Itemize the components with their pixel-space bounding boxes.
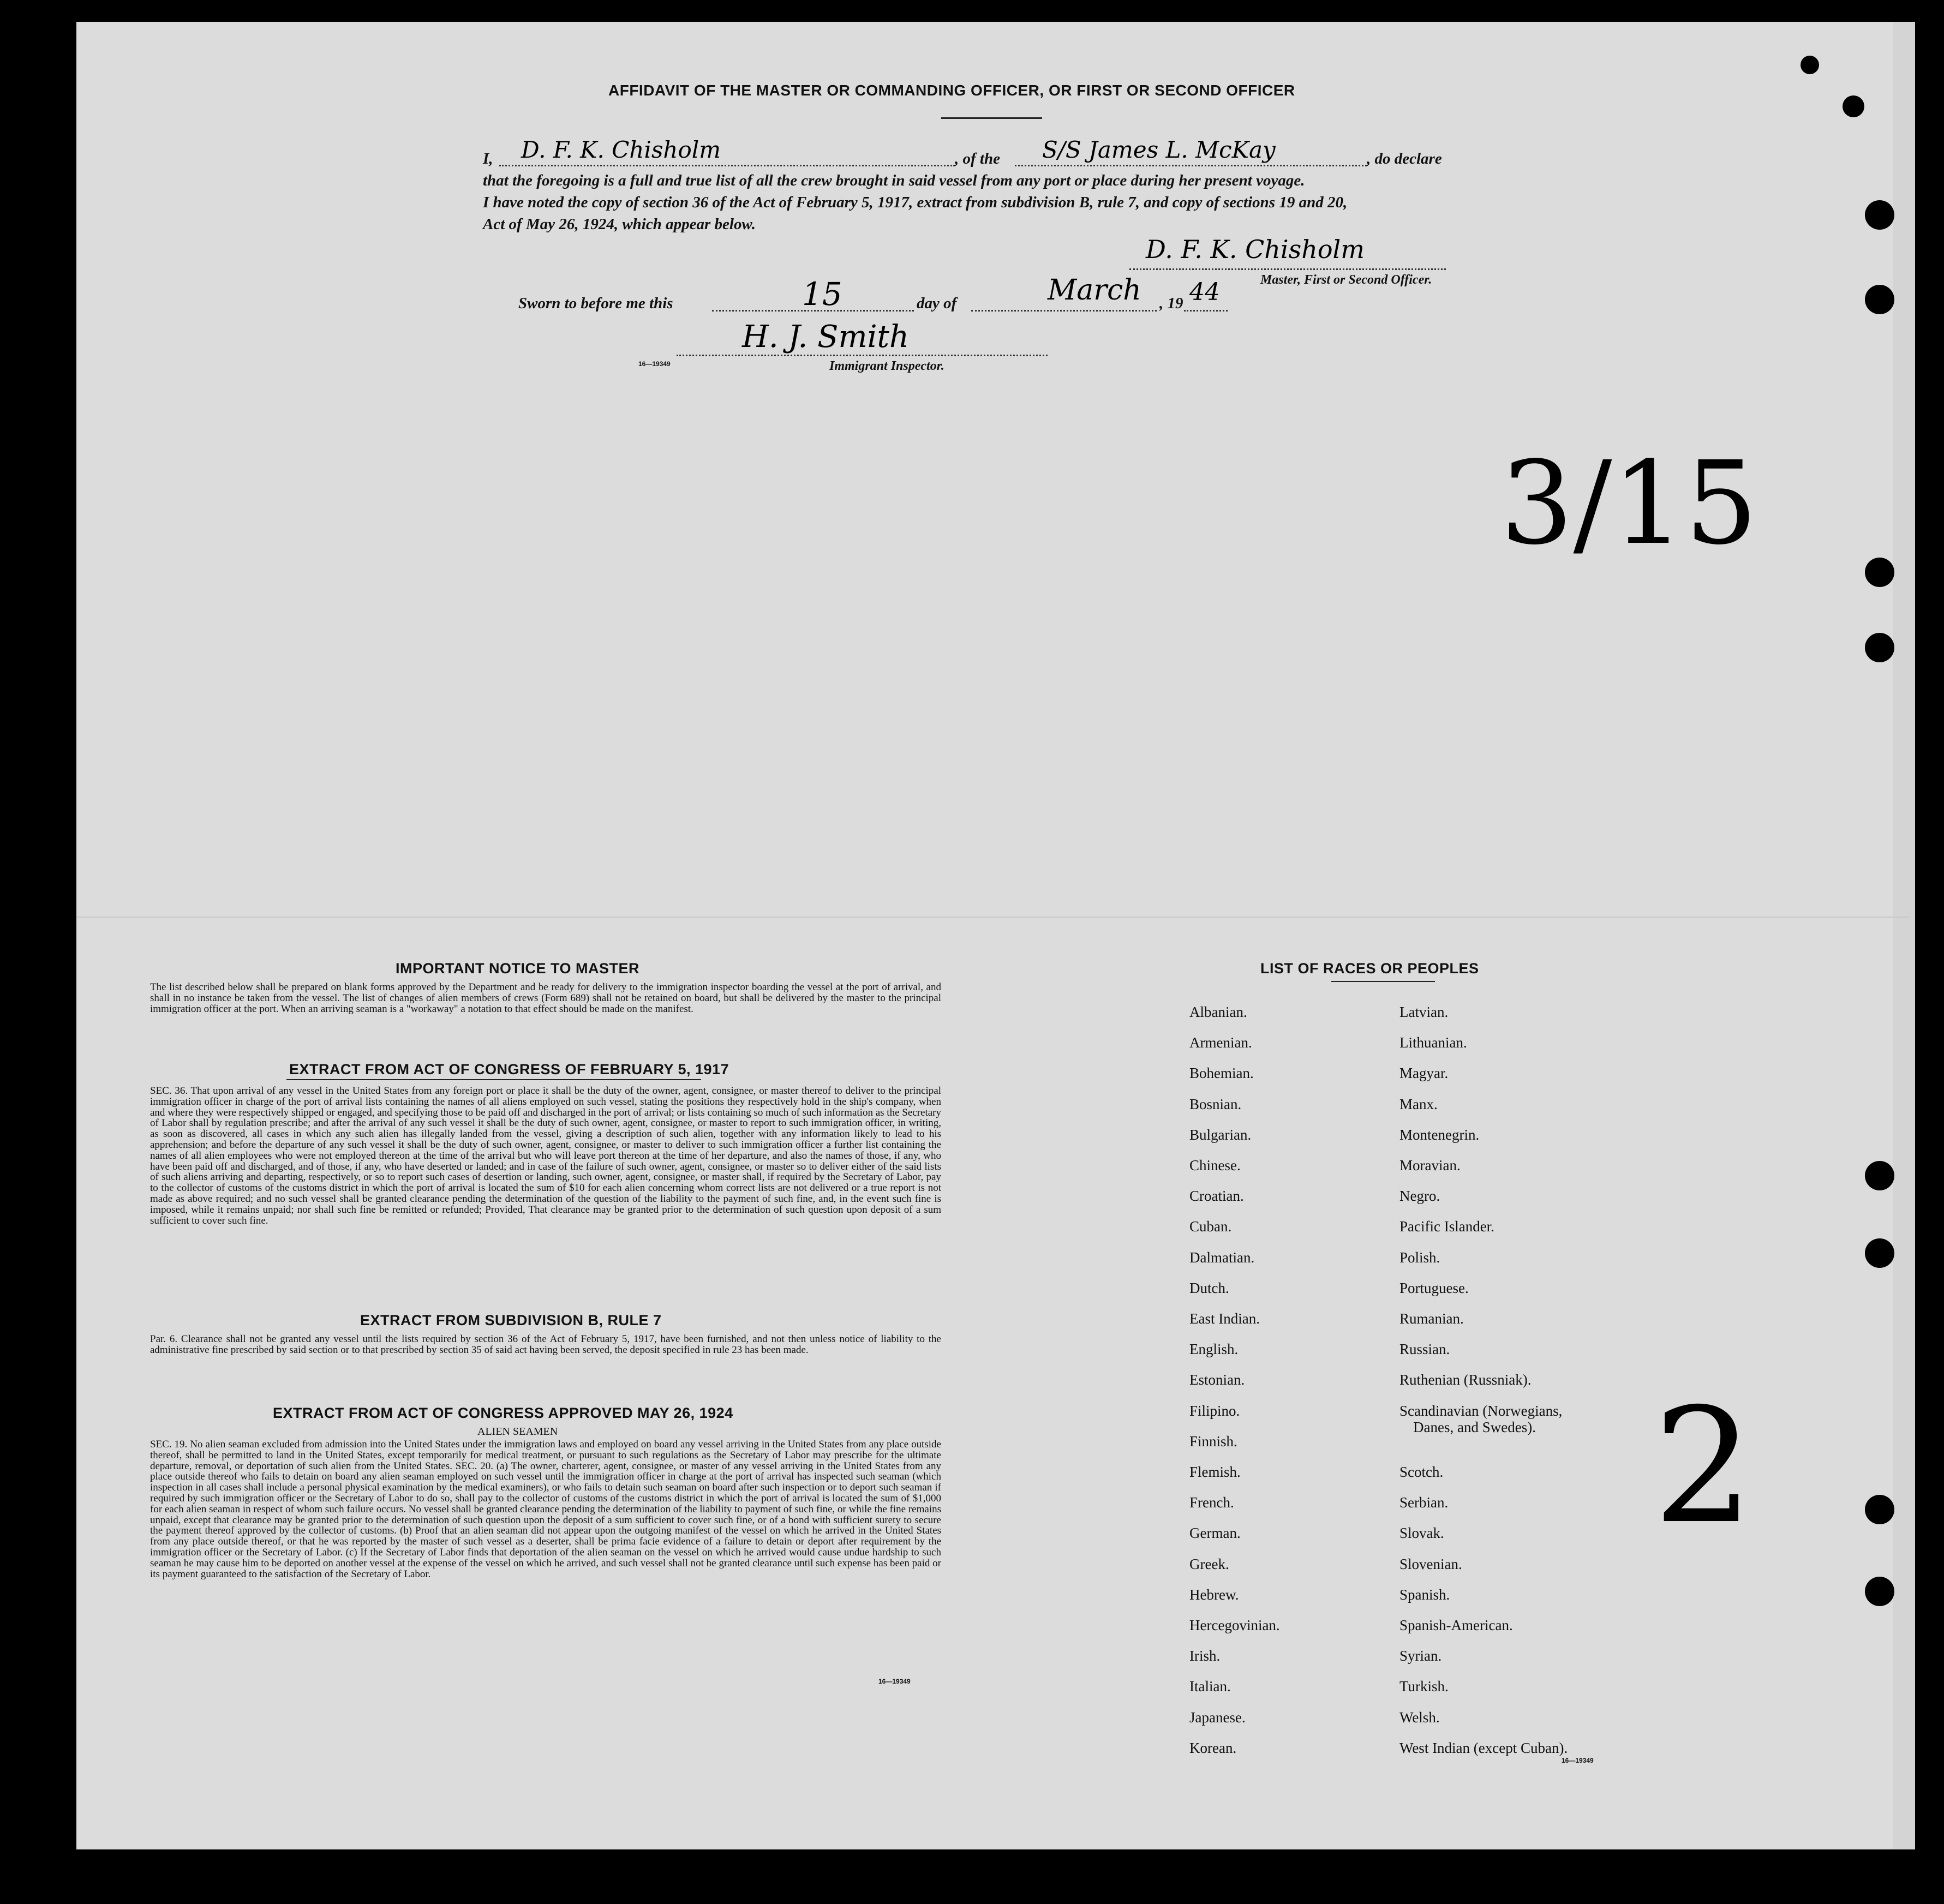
- binder-hole-icon: [1865, 1161, 1894, 1190]
- race-item: Bulgarian.: [1189, 1126, 1252, 1143]
- race-item: Moravian.: [1399, 1157, 1461, 1173]
- sworn-day: 15: [802, 276, 842, 313]
- sworn-year: 44: [1189, 278, 1220, 306]
- master-caption: Master, First or Second Officer.: [1260, 273, 1432, 287]
- race-item: Croatian.: [1189, 1188, 1244, 1205]
- race-item: English.: [1189, 1341, 1239, 1358]
- race-item: Chinese.: [1189, 1157, 1241, 1173]
- form-number-extract: 16—19349: [878, 1678, 911, 1685]
- extract-1917-rule: [286, 1079, 701, 1080]
- notice-title: IMPORTANT NOTICE TO MASTER: [396, 960, 639, 977]
- race-item: Hercegovinian.: [1189, 1617, 1280, 1633]
- binder-hole-icon: [1865, 558, 1894, 587]
- extract-1917-title: EXTRACT FROM ACT OF CONGRESS OF FEBRUARY 5, 1917: [289, 1061, 729, 1077]
- page-number-annotation: 2: [1653, 1375, 1754, 1559]
- race-item: Scotch.: [1399, 1464, 1444, 1480]
- binder-hole-icon: [1801, 56, 1819, 74]
- sworn-month-line: [971, 310, 1157, 312]
- do-declare-label: , do declare: [1367, 150, 1442, 167]
- race-item: Dutch.: [1189, 1279, 1229, 1296]
- race-item: Korean.: [1189, 1739, 1237, 1756]
- affidavit-title: AFFIDAVIT OF THE MASTER OR COMMANDING OFFICER, OR FIRST OR SECOND OFFICER: [608, 82, 1295, 99]
- race-item: Slovak.: [1399, 1525, 1444, 1542]
- race-item: Finnish.: [1189, 1433, 1237, 1450]
- sworn-year-line: [1184, 310, 1228, 312]
- race-item: East Indian.: [1189, 1310, 1260, 1327]
- extract-1924-text: SEC. 19. No alien seaman excluded from admission into the United States under the immigration laws and employed on board any vessel arriving in the United States from any place outside thereof, shall be permitted to land in the United States, except temporarily for medical treatment, or pursuant to such regulations as the Secretary of Labor may prescribe for the ultimate departure, removal, or deportation of such alien from the United States. SEC. 20. (a) The owner, charterer, agent, consignee, or master of any vessel arriving in the United States from any place outside thereof who fails to detain on board any alien seaman employed on such vessel until the immigration officer in charge at the port of arrival has inspected such seaman (which inspection in all cases shall include a personal physical examination by the medical examiners), or who fails to detain such seaman on board after such inspection or to deport such seaman if required by such immigration officer or the Secretary of Labor to do so, shall pay to the collector of customs of the customs district in which the port of arrival is located the sum of $1,000 for each alien seaman in respect of whom such failure occurs. No vessel shall be granted clearance pending the determination of the liability to payment of such fine, or while the fine remains unpaid, except that clearance may be granted prior to the determination of such question upon the deposit of a sum sufficient to cover such fine, or of a bond with sufficient surety to secure the payment thereof approved by the collector of customs. (b) Proof that an alien seaman did not appear upon the outgoing manifest of the vessel on which he arrived in the United States from any place outside thereof, or that he was reported by the master of such vessel as a deserter, shall be prima facie evidence of a failure to detain or deport after requirement by the immigration officer or the Secretary of Labor. (c) If the Secretary of Labor finds that deportation of the alien seaman on the vessel on which he arrived would cause undue hardship to such seaman he may cause him to be deported on another vessel at the expense of the vessel on which he arrived, and such vessel shall not be granted clearance until such expense has been paid or its payment guaranteed to the satisfaction of the Secretary of Labor.: [150, 1439, 941, 1580]
- inspector-caption: Immigrant Inspector.: [829, 359, 944, 373]
- race-item: Armenian.: [1189, 1034, 1252, 1051]
- race-item: Bohemian.: [1189, 1065, 1254, 1082]
- race-item: Pacific Islander.: [1399, 1218, 1494, 1235]
- race-item: West Indian (except Cuban).: [1399, 1739, 1568, 1756]
- races-rule: [1331, 981, 1435, 982]
- affidavit-line-2: that the foregoing is a full and true list of all the crew brought in said vessel from any port or place during her present voyage.: [483, 172, 1305, 189]
- inspector-line: [677, 355, 1048, 356]
- binder-hole-icon: [1865, 200, 1894, 230]
- race-item: Hebrew.: [1189, 1586, 1239, 1603]
- race-item: Spanish.: [1399, 1586, 1450, 1603]
- race-item: Latvian.: [1399, 1004, 1449, 1020]
- extract-1917-text: SEC. 36. That upon arrival of any vessel in the United States from any foreign port or place it shall be the duty of the owner, agent, consignee, or master thereof to deliver to the principal immigration officer in charge of the port of arrival lists containing the names of all aliens employed on such vessel, stating the positions they respectively hold in the ship's company, when and where they were respectively shipped or engaged, and specifying those to be paid off and discharged in the port of arrival; or lists containing so much of such information as the Secretary of Labor shall by regulation prescribe; and after the arrival of any such vessel it shall be the duty of such owner, agent, consignee, or master to report to such immigration officer, in writing, as soon as discovered, all cases in which any such alien has illegally landed from the vessel, giving a description of such alien, together with any information likely to lead to his apprehension; and before the departure of any such vessel it shall be the duty of such owner, agent, consignee, or master to deliver to such immigration officer a further list containing the names of all alien employees who were not employed thereon at the time of the arrival but who will leave port thereon at the time of her departure, and also the names of those, if any, who have been paid off and discharged, and of those, if any, who have deserted or landed; and in case of the failure of such owner, agent, consignee, or master so to deliver either of the said lists of such aliens arriving and departing, respectively, or so to report such cases of desertion or landing, such owner, agent, consignee, or master shall, if required by the Secretary of Labor, pay to the collector of customs of the customs district in which the port of arrival is located the sum of $10 for each alien concerning whom correct lists are not delivered or a true report is not made as above required; and no such vessel shall be granted clearance pending the determination of the question of the liability to the payment of such fine, and, in the event such fine is imposed, while it remains unpaid; nor shall such fine be remitted or refunded; Provided, That clearance may be granted prior to the determination of such question upon deposit of a sum sufficient to cover such fine.: [150, 1085, 941, 1226]
- race-item: Greek.: [1189, 1555, 1229, 1572]
- race-item: Bosnian.: [1189, 1095, 1242, 1112]
- binder-hole-icon: [1865, 633, 1894, 662]
- race-item: Lithuanian.: [1399, 1034, 1467, 1051]
- inspector-signature: H. J. Smith: [742, 319, 910, 355]
- binder-hole-icon: [1865, 1238, 1894, 1268]
- signer-line: [499, 165, 955, 166]
- document-sheet: [76, 22, 1910, 1849]
- title-rule: [941, 117, 1042, 119]
- extract-1924-subtitle: ALIEN SEAMEN: [477, 1426, 558, 1438]
- sworn-label: Sworn to before me this: [518, 295, 673, 312]
- race-item: Portuguese.: [1399, 1279, 1469, 1296]
- race-item: Estonian.: [1189, 1372, 1245, 1388]
- race-item: Manx.: [1399, 1095, 1438, 1112]
- date-annotation: 3/15: [1500, 436, 1758, 570]
- race-item: Italian.: [1189, 1678, 1231, 1695]
- binder-hole-icon: [1865, 1577, 1894, 1606]
- signer-signature: D. F. K. Chisholm: [521, 136, 721, 163]
- race-item: Flemish.: [1189, 1464, 1241, 1480]
- affidavit-i-label: I,: [483, 150, 493, 167]
- extract-rule7-text: Par. 6. Clearance shall not be granted any vessel until the lists required by section 36 of the Act of February 5, 1917, have been furnished, and not then unless notice of liability to the administrative fine prescribed by said section or to that prescribed by section 35 of said act having been served, the deposit specified in rule 23 has been made.: [150, 1333, 941, 1356]
- binder-hole-icon: [1843, 95, 1864, 117]
- vessel-name: S/S James L. McKay: [1042, 136, 1276, 163]
- sworn-month: March: [1048, 274, 1141, 307]
- race-item: Rumanian.: [1399, 1310, 1464, 1327]
- race-item: Scandinavian (Norwegians,: [1399, 1402, 1563, 1419]
- extract-rule7-title: EXTRACT FROM SUBDIVISION B, RULE 7: [360, 1312, 662, 1328]
- race-item: German.: [1189, 1525, 1241, 1542]
- of-the-label: , of the: [955, 150, 1000, 167]
- race-item: Filipino.: [1189, 1402, 1240, 1419]
- race-item: Turkish.: [1399, 1678, 1449, 1695]
- form-number-top: 16—19349: [638, 360, 671, 368]
- race-item: Negro.: [1399, 1188, 1440, 1205]
- race-item: Welsh.: [1399, 1709, 1440, 1726]
- notice-text: The list described below shall be prepared on blank forms approved by the Department and be ready for delivery to the immigration inspector boarding the vessel at the port of arrival, and shall in no instance be taken from the vessel. The list of changes of alien members of crews (Form 689) shall not be retained on board, but shall be delivered by the master to the principal immigration officer at the port. When an arriving seaman is a "workaway" a notation to that effect should be made on the manifest.: [150, 981, 941, 1015]
- master-signature: D. F. K. Chisholm: [1146, 235, 1365, 264]
- binder-hole-icon: [1865, 1495, 1894, 1524]
- affidavit-line-3: I have noted the copy of section 36 of the Act of February 5, 1917, extract from subdivision B, rule 7, and copy of sections 19 and 20,: [483, 194, 1348, 211]
- race-item: Polish.: [1399, 1249, 1440, 1266]
- master-signature-line: [1129, 268, 1446, 270]
- year-prefix: , 19: [1159, 295, 1183, 312]
- race-item: French.: [1189, 1494, 1234, 1511]
- race-item: Montenegrin.: [1399, 1126, 1480, 1143]
- race-item: Ruthenian (Russniak).: [1399, 1372, 1532, 1388]
- race-item: Irish.: [1189, 1648, 1221, 1664]
- race-item: Serbian.: [1399, 1494, 1449, 1511]
- fold-line: [76, 917, 1910, 918]
- race-item: Cuban.: [1189, 1218, 1232, 1235]
- affidavit-line-4: Act of May 26, 1924, which appear below.: [483, 215, 756, 233]
- race-item: Syrian.: [1399, 1648, 1442, 1664]
- form-number-races: 16—19349: [1562, 1757, 1594, 1764]
- race-item: Russian.: [1399, 1341, 1450, 1358]
- race-item: Japanese.: [1189, 1709, 1246, 1726]
- races-title: LIST OF RACES OR PEOPLES: [1260, 960, 1479, 977]
- race-item: Spanish-American.: [1399, 1617, 1513, 1633]
- race-item: Slovenian.: [1399, 1555, 1462, 1572]
- race-item: Magyar.: [1399, 1065, 1449, 1082]
- vessel-line: [1015, 165, 1367, 166]
- day-of-label: day of: [917, 295, 957, 312]
- race-item: Dalmatian.: [1189, 1249, 1255, 1266]
- binder-hole-icon: [1865, 285, 1894, 314]
- race-item: Albanian.: [1189, 1004, 1247, 1020]
- page-edge: [1893, 22, 1915, 1849]
- race-item-continuation: Danes, and Swedes).: [1413, 1418, 1536, 1435]
- extract-1924-title: EXTRACT FROM ACT OF CONGRESS APPROVED MAY 26, 1924: [273, 1405, 733, 1421]
